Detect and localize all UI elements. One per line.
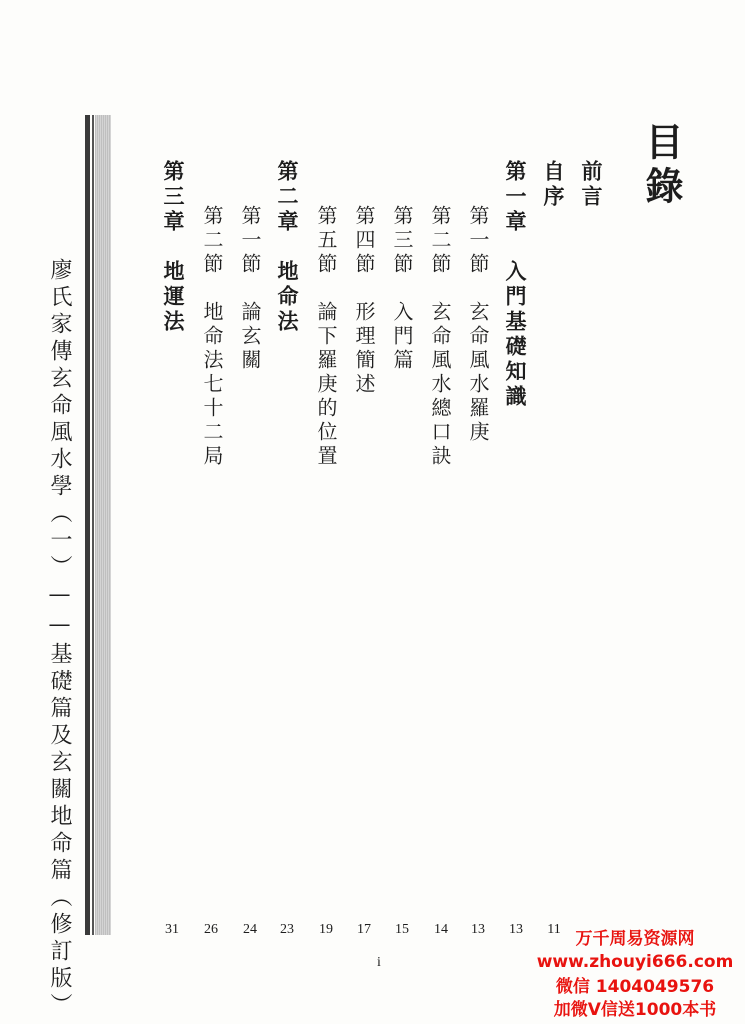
toc-entry-author-preface[interactable]: 自序	[541, 160, 566, 210]
page-number: 24	[243, 922, 257, 937]
book-spine-title: 廖氏家傳玄命風水學（一）——基礎篇及玄關地命篇（修訂版）	[47, 258, 72, 1020]
toc-entry-chapter-3[interactable]: 第三章 地運法	[161, 160, 186, 335]
page-number: 26	[204, 922, 218, 937]
toc-entry-ch1-sec2[interactable]: 第二節 玄命風水總口訣	[428, 205, 452, 469]
page-number: 15	[395, 922, 409, 937]
page-number: 23	[280, 922, 294, 937]
toc-entry-ch1-sec1[interactable]: 第一節 玄命風水羅庚	[466, 205, 490, 445]
spine-rule-thin	[92, 115, 94, 935]
page-number: 13	[509, 922, 523, 937]
folio-number: i	[377, 955, 381, 970]
toc-entry-ch1-sec3[interactable]: 第三節 入門篇	[390, 205, 414, 373]
toc-entry-ch1-sec4[interactable]: 第四節 形理簡述	[352, 205, 376, 397]
watermark-url[interactable]: www.zhouyi666.com	[536, 952, 734, 972]
toc-entry-ch2-sec2[interactable]: 第二節 地命法七十二局	[200, 205, 224, 469]
toc-title: 目錄	[639, 122, 684, 210]
page-number: 11	[547, 922, 561, 937]
toc-entry-chapter-2[interactable]: 第二章 地命法	[275, 160, 300, 335]
spine-rule-shaded	[95, 115, 111, 935]
watermark-wechat: 微信 1404049576	[555, 977, 715, 997]
toc-entry-ch1-sec5[interactable]: 第五節 論下羅庚的位置	[314, 205, 338, 469]
page-number: 19	[319, 922, 333, 937]
page-number: 13	[471, 922, 485, 937]
toc-entry-ch2-sec1[interactable]: 第一節 論玄關	[238, 205, 262, 373]
page-number: 17	[357, 922, 371, 937]
watermark-site-name: 万千周易资源网	[575, 929, 695, 949]
spine-rule-thick	[85, 115, 90, 935]
toc-entry-preface[interactable]: 前言	[579, 160, 604, 210]
watermark-promo: 加微V信送1000本书	[553, 1000, 717, 1020]
page-number: 14	[434, 922, 448, 937]
page-number: 31	[165, 922, 179, 937]
toc-entry-chapter-1[interactable]: 第一章 入門基礎知識	[503, 160, 528, 410]
